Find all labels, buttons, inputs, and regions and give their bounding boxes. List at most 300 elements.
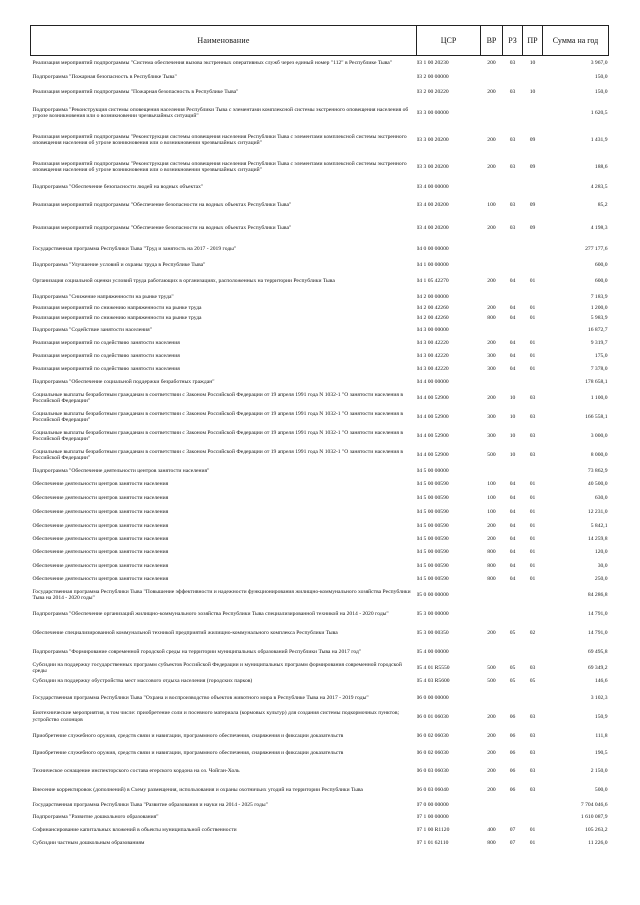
cell-pr <box>523 71 543 85</box>
cell-sum: 1 100,0 <box>590 394 608 401</box>
cell-name: Приобретение служебного оружия, средств связи и навигации, программного обеспечения, снаряжения и фиксации доказательств <box>32 750 344 757</box>
cell-pr: 01 <box>529 549 536 556</box>
cell-name: Подпрограмма "Обеспечение социальной поддержки безработных граждан" <box>32 378 215 385</box>
cell-sum: 12 231,0 <box>587 509 608 516</box>
cell-pr: 05 <box>529 678 536 685</box>
cell-vr: 400 <box>487 826 496 833</box>
cell-sum: 1 200,0 <box>590 305 608 312</box>
cell-name: Обеспечение деятельности центров занятости населения <box>32 535 169 542</box>
table-row <box>31 726 609 745</box>
cell-rz: 03 <box>509 88 516 95</box>
cell-rz: 05 <box>509 664 516 671</box>
cell-vr <box>481 100 503 127</box>
cell-sum: 150,0 <box>594 74 608 81</box>
cell-pr: 03 <box>529 713 536 720</box>
cell-sum: 8 000,0 <box>590 451 608 458</box>
cell-rz <box>503 259 523 272</box>
cell-name: Реализация мероприятий подпрограммы "Система обеспечения вызова экстренных оперативных служб через единый номер "112" в Республике Тыва" <box>32 60 393 67</box>
budget-document <box>30 25 608 850</box>
table-row <box>31 605 609 624</box>
cell-csr: 03 4 00 20200 <box>416 201 449 208</box>
cell-csr: 04 5 00 00590 <box>416 509 449 516</box>
cell-sum: 111,8 <box>595 732 608 739</box>
cell-rz: 04 <box>509 352 516 359</box>
cell-sum: 188,6 <box>594 163 608 170</box>
cell-csr: 04 3 00 42220 <box>416 352 449 359</box>
cell-rz: 07 <box>509 826 516 833</box>
cell-rz: 03 <box>509 136 516 143</box>
cell-csr: 04 4 00 52900 <box>416 432 449 439</box>
table-row <box>31 624 609 643</box>
cell-name: Подпрограмма "Улучшение условий и охраны труда в Республике Тыва" <box>32 261 206 268</box>
cell-vr: 800 <box>487 549 496 556</box>
cell-pr <box>523 291 543 304</box>
cell-vr <box>481 465 503 478</box>
cell-name: Субсидии частным дошкольным образованиям <box>32 840 145 847</box>
cell-rz <box>503 181 523 194</box>
cell-pr <box>523 810 543 823</box>
cell-rz: 03 <box>509 60 516 67</box>
table-row <box>31 56 609 71</box>
cell-csr: 04 5 00 00590 <box>416 495 449 502</box>
cell-name: Подпрограмма "Содействие занятости населения" <box>32 326 153 333</box>
cell-name: Социальные выплаты безработным гражданам в соответствии с Законом Российской Федерации от 19 апреля 1991 года N 1032-1 "О занятости населения в Российской Федерации" <box>32 429 403 442</box>
cell-vr <box>481 259 503 272</box>
cell-pr <box>523 324 543 337</box>
cell-pr: 01 <box>529 277 536 284</box>
cell-name: Реализация мероприятий подпрограммы "Реконструкция системы оповещения населения Республики Тыва с элементами комплексной системы экстренного оповещения населения об угрозе возникновения или о возникновении чрезвычайных ситуаций" <box>32 160 407 173</box>
cell-sum: 150,0 <box>594 88 608 95</box>
cell-vr: 800 <box>487 315 496 322</box>
table-row <box>31 506 609 520</box>
cell-pr: 03 <box>529 432 536 439</box>
table-row <box>31 71 609 85</box>
cell-name: Внесение корректировок (дополнений) в Схему размещения, использования и охраны охотничьих угодий на территории Республики Тыва <box>32 787 363 794</box>
cell-rz: 04 <box>509 481 516 488</box>
cell-csr: 03 3 00 20200 <box>416 163 449 170</box>
cell-sum: 73 862,9 <box>587 467 608 474</box>
cell-pr <box>523 643 543 662</box>
cell-name: Государственная программа Республики Тыва "Развитие образования и науки на 2014 - 2025 годы" <box>32 802 268 809</box>
cell-vr: 800 <box>487 840 496 847</box>
cell-csr: 03 3 00 20200 <box>416 136 449 143</box>
cell-csr: 04 1 00 00000 <box>416 261 449 268</box>
cell-name: Реализация мероприятий подпрограммы "Пожарная безопасность в Республике Тыва" <box>32 88 239 95</box>
cell-pr: 03 <box>529 413 536 420</box>
cell-name: Реализация мероприятий подпрограммы "Обеспечение безопасности на водных объектах Республики Тыва" <box>32 224 292 231</box>
table-row <box>31 465 609 478</box>
cell-rz: 06 <box>509 732 516 739</box>
cell-sum: 5 842,1 <box>590 522 608 529</box>
cell-rz: 03 <box>509 201 516 208</box>
cell-vr: 300 <box>487 432 496 439</box>
cell-rz: 10 <box>509 394 516 401</box>
cell-csr: 04 2 00 42260 <box>416 305 449 312</box>
cell-vr: 200 <box>487 394 496 401</box>
cell-csr: 04 5 00 00590 <box>416 481 449 488</box>
cell-csr: 04 5 00 00590 <box>416 575 449 582</box>
cell-sum: 14 259,8 <box>587 535 608 542</box>
cell-sum: 150,9 <box>594 713 608 720</box>
cell-sum: 1 610 087,9 <box>580 813 608 820</box>
cell-sum: 85,2 <box>597 201 608 208</box>
cell-vr: 200 <box>487 767 496 774</box>
cell-rz: 06 <box>509 750 516 757</box>
cell-name: Подпрограмма "Развитие дошкольного образования" <box>32 813 159 820</box>
cell-sum: 190,5 <box>594 750 608 757</box>
cell-vr: 200 <box>487 136 496 143</box>
cell-rz <box>503 810 523 823</box>
cell-vr: 200 <box>487 163 496 170</box>
cell-csr: 07 0 00 00000 <box>416 802 449 809</box>
cell-name: Государственная программа Республики Тыва "Труд и занятость на 2017 - 2019 годы" <box>32 245 237 252</box>
cell-pr: 01 <box>529 315 536 322</box>
cell-rz: 04 <box>509 305 516 312</box>
cell-name: Реализация мероприятий по содействию занятости населения <box>32 352 180 359</box>
cell-vr: 500 <box>487 678 496 685</box>
cell-pr <box>523 240 543 259</box>
cell-vr: 200 <box>487 339 496 346</box>
cell-sum: 600,0 <box>594 261 608 268</box>
cell-name: Биотехнические мероприятия, в том числе: приобретение соли и посевного материала (кормовых культур) для создания системы подкормочных пунктов; устройство солонцов <box>32 710 400 723</box>
cell-csr: 05 4 03 R5600 <box>416 678 450 685</box>
cell-csr: 06 0 03 06030 <box>416 767 449 774</box>
table-row <box>31 376 609 389</box>
cell-rz <box>503 324 523 337</box>
cell-name: Реализация мероприятий по содействию занятости населения <box>32 339 180 346</box>
cell-csr: 04 2 00 00000 <box>416 293 449 300</box>
cell-pr: 02 <box>529 629 536 636</box>
cell-name: Реализация мероприятий подпрограммы "Обеспечение безопасности на водных объектах Республики Тыва" <box>32 201 292 208</box>
cell-csr: 05 4 01 R5550 <box>416 664 450 671</box>
cell-name: Обеспечение деятельности центров занятости населения <box>32 575 169 582</box>
table-row <box>31 573 609 586</box>
table-row <box>31 586 609 605</box>
cell-name: Обеспечение деятельности центров занятости населения <box>32 481 169 488</box>
table-row <box>31 662 609 675</box>
cell-rz <box>503 688 523 707</box>
header-name: Наименование <box>31 26 417 56</box>
cell-pr: 01 <box>529 339 536 346</box>
cell-rz: 04 <box>509 535 516 542</box>
cell-rz: 06 <box>509 787 516 794</box>
table-row <box>31 492 609 506</box>
cell-sum: 1 431,9 <box>590 136 608 143</box>
cell-csr: 04 5 00 00590 <box>416 562 449 569</box>
cell-csr: 04 4 00 52900 <box>416 451 449 458</box>
cell-sum: 69 349,2 <box>587 664 608 671</box>
cell-name: Техническое оснащение инспекторского состава егерского кордона на оз. Чойган-Холь <box>32 767 240 774</box>
budget-table <box>30 25 609 850</box>
table-header-row <box>31 26 609 56</box>
cell-pr <box>523 259 543 272</box>
cell-name: Подпрограмма "Обеспечение деятельности центров занятости населения" <box>32 467 210 474</box>
cell-pr: 09 <box>529 224 536 231</box>
table-row <box>31 314 609 324</box>
header-csr: ЦСР <box>417 26 481 56</box>
cell-sum: 166 558,1 <box>585 413 608 420</box>
cell-pr: 01 <box>529 305 536 312</box>
table-row <box>31 836 609 850</box>
cell-vr: 200 <box>487 787 496 794</box>
cell-pr <box>523 376 543 389</box>
cell-pr: 01 <box>529 535 536 542</box>
cell-name: Реализация мероприятий по снижению напряженности на рынке труда <box>32 315 202 322</box>
cell-rz: 03 <box>509 163 516 170</box>
cell-rz: 04 <box>509 495 516 502</box>
cell-rz <box>503 605 523 624</box>
cell-sum: 2 150,0 <box>590 767 608 774</box>
cell-rz <box>503 291 523 304</box>
cell-csr: 05 0 00 00000 <box>416 591 449 598</box>
table-row <box>31 217 609 240</box>
table-row <box>31 560 609 573</box>
cell-vr: 100 <box>487 481 496 488</box>
cell-csr: 05 4 00 00000 <box>416 648 449 655</box>
cell-vr: 200 <box>487 750 496 757</box>
cell-pr: 01 <box>529 509 536 516</box>
cell-csr: 06 0 00 00000 <box>416 694 449 701</box>
cell-pr <box>523 465 543 478</box>
cell-vr: 200 <box>487 305 496 312</box>
table-row <box>31 363 609 376</box>
cell-name: Организация социальной оценки условий труда работающих в организациях, расположенных на территории Республики Тыва <box>32 277 335 284</box>
cell-rz <box>503 240 523 259</box>
cell-sum: 120,0 <box>594 549 608 556</box>
cell-csr: 03 4 00 20200 <box>416 224 449 231</box>
cell-pr: 03 <box>529 750 536 757</box>
cell-rz: 04 <box>509 562 516 569</box>
cell-pr: 03 <box>529 787 536 794</box>
cell-csr: 06 0 02 06030 <box>416 732 449 739</box>
table-row <box>31 100 609 127</box>
cell-name: Подпрограмма "Реконструкция системы оповещения населения Республики Тыва с элементами комплексной системы экстренного оповещения населения об угрозе возникновения или о возникновении чрезвычайных ситуаций" <box>32 106 409 119</box>
cell-vr <box>481 291 503 304</box>
cell-rz: 06 <box>509 713 516 720</box>
table-row <box>31 533 609 546</box>
cell-csr: 04 0 00 00000 <box>416 245 449 252</box>
cell-rz: 03 <box>509 224 516 231</box>
cell-sum: 600,0 <box>594 277 608 284</box>
cell-csr: 04 4 00 52900 <box>416 413 449 420</box>
cell-sum: 69 495,8 <box>587 648 608 655</box>
cell-rz <box>503 586 523 605</box>
cell-rz: 04 <box>509 315 516 322</box>
cell-sum: 84 286,8 <box>587 591 608 598</box>
cell-sum: 178 658,1 <box>585 378 608 385</box>
cell-sum: 500,0 <box>594 787 608 794</box>
cell-vr: 300 <box>487 352 496 359</box>
cell-pr <box>523 800 543 810</box>
cell-vr: 500 <box>487 664 496 671</box>
cell-pr: 01 <box>529 522 536 529</box>
table-row <box>31 304 609 314</box>
cell-rz <box>503 465 523 478</box>
cell-sum: 250,0 <box>594 575 608 582</box>
table-row <box>31 259 609 272</box>
table-row <box>31 337 609 350</box>
table-row <box>31 800 609 810</box>
table-row <box>31 707 609 726</box>
cell-sum: 14 791,0 <box>587 629 608 636</box>
cell-csr: 06 0 01 06030 <box>416 713 449 720</box>
cell-rz: 04 <box>509 575 516 582</box>
cell-sum: 175,0 <box>594 352 608 359</box>
cell-sum: 1 620,5 <box>590 109 608 116</box>
table-row <box>31 408 609 427</box>
cell-pr: 01 <box>529 575 536 582</box>
table-row <box>31 674 609 688</box>
cell-sum: 11 226,0 <box>588 840 608 847</box>
table-row <box>31 520 609 533</box>
table-row <box>31 389 609 408</box>
cell-name: Подпрограмма "Обеспечение безопасности людей на водных объектах" <box>32 183 204 190</box>
cell-csr: 03 2 00 20220 <box>416 88 449 95</box>
cell-pr: 01 <box>529 826 536 833</box>
cell-pr: 03 <box>529 767 536 774</box>
cell-rz: 05 <box>509 629 516 636</box>
cell-rz: 04 <box>509 277 516 284</box>
table-row <box>31 181 609 194</box>
cell-vr <box>481 181 503 194</box>
header-pr: ПР <box>523 26 543 56</box>
table-row <box>31 324 609 337</box>
cell-pr: 01 <box>529 481 536 488</box>
cell-sum: 30,0 <box>597 562 608 569</box>
table-row <box>31 291 609 304</box>
cell-csr: 04 3 00 42220 <box>416 365 449 372</box>
table-row <box>31 154 609 181</box>
cell-name: Государственная программа Республики Тыва "Охрана и воспроизводство объектов животного мира в Республике Тыва на 2017 - 2019 годы" <box>32 694 369 701</box>
cell-name: Реализация мероприятий подпрограммы "Реконструкция системы оповещения населения Республики Тыва с элементами комплексной системы экстренного оповещения населения об угрозе возникновения или о возникновении чрезвычайных ситуаций" <box>32 133 407 146</box>
cell-csr: 05 3 00 00350 <box>416 629 449 636</box>
table-row <box>31 780 609 800</box>
cell-name: Софинансирование капитальных вложений в объекты муниципальной собственности <box>32 826 237 833</box>
cell-rz: 07 <box>509 840 516 847</box>
cell-csr: 04 5 00 00590 <box>416 535 449 542</box>
cell-pr <box>523 100 543 127</box>
cell-csr: 04 4 00 00000 <box>416 378 449 385</box>
cell-name: Обеспечение деятельности центров занятости населения <box>32 495 169 502</box>
cell-pr <box>523 181 543 194</box>
cell-rz: 04 <box>509 365 516 372</box>
cell-vr <box>481 800 503 810</box>
header-vr: ВР <box>481 26 503 56</box>
cell-vr: 200 <box>487 522 496 529</box>
cell-name: Реализация мероприятий по содействию занятости населения <box>32 365 180 372</box>
cell-csr: 04 5 00 00590 <box>416 522 449 529</box>
cell-rz <box>503 100 523 127</box>
cell-rz: 04 <box>509 509 516 516</box>
cell-pr: 03 <box>529 732 536 739</box>
cell-pr: 10 <box>529 60 536 67</box>
cell-name: Государственная программа Республики Тыва "Повышение эффективности и надежности функционирования жилищно-коммунального хозяйства Республики Тыва на 2014 - 2020 годы" <box>32 588 411 601</box>
cell-csr: 04 5 00 00590 <box>416 549 449 556</box>
cell-name: Подпрограмма "Снижение напряженности на рынке труда" <box>32 293 174 300</box>
cell-vr <box>481 643 503 662</box>
cell-csr: 07 1 00 00000 <box>416 813 449 820</box>
table-row <box>31 745 609 761</box>
cell-pr <box>523 586 543 605</box>
cell-name: Обеспечение деятельности центров занятости населения <box>32 509 169 516</box>
cell-vr: 200 <box>487 713 496 720</box>
cell-csr: 04 5 00 00000 <box>416 467 449 474</box>
cell-sum: 7 378,0 <box>590 365 608 372</box>
cell-csr: 03 3 00 00000 <box>416 109 449 116</box>
cell-rz: 04 <box>509 522 516 529</box>
cell-csr: 06 0 03 06040 <box>416 787 449 794</box>
cell-pr <box>523 605 543 624</box>
table-row <box>31 761 609 780</box>
cell-pr <box>523 688 543 707</box>
cell-vr: 200 <box>487 277 496 284</box>
cell-sum: 105 263,2 <box>585 826 608 833</box>
cell-pr: 03 <box>529 451 536 458</box>
table-row <box>31 350 609 363</box>
cell-name: Обеспечение деятельности центров занятости населения <box>32 562 169 569</box>
cell-sum: 16 872,7 <box>587 326 608 333</box>
cell-vr <box>481 688 503 707</box>
cell-vr: 800 <box>487 575 496 582</box>
cell-csr: 03 1 00 20230 <box>416 60 449 67</box>
cell-pr: 01 <box>529 365 536 372</box>
cell-sum: 630,0 <box>594 495 608 502</box>
cell-name: Обеспечение деятельности центров занятости населения <box>32 549 169 556</box>
cell-vr: 200 <box>487 732 496 739</box>
cell-sum: 7 183,9 <box>590 293 608 300</box>
table-row <box>31 127 609 154</box>
cell-csr: 07 1 00 R1120 <box>416 826 450 833</box>
cell-vr <box>481 71 503 85</box>
cell-sum: 40 500,0 <box>587 481 608 488</box>
cell-vr <box>481 810 503 823</box>
table-row <box>31 194 609 217</box>
cell-rz: 06 <box>509 767 516 774</box>
header-sum: Сумма на год <box>543 26 609 56</box>
table-row <box>31 546 609 560</box>
cell-pr: 10 <box>529 88 536 95</box>
cell-rz: 04 <box>509 549 516 556</box>
cell-vr: 300 <box>487 413 496 420</box>
cell-vr <box>481 586 503 605</box>
cell-sum: 4 283,5 <box>590 183 608 190</box>
cell-name: Подпрограмма "Пожарная безопасность в Республике Тыва" <box>32 74 177 81</box>
cell-name: Подпрограмма "Обеспечение организаций жилищно-коммунального хозяйства Республики Тыва специализированной техникой на 2014 - 2020 годы" <box>32 610 389 617</box>
cell-csr: 07 1 01 62110 <box>416 840 449 847</box>
cell-sum: 3 102,3 <box>590 694 608 701</box>
cell-sum: 7 704 046,6 <box>580 802 608 809</box>
cell-pr: 09 <box>529 136 536 143</box>
cell-vr: 200 <box>487 88 496 95</box>
cell-rz: 10 <box>509 451 516 458</box>
cell-pr: 01 <box>529 495 536 502</box>
table-row <box>31 478 609 492</box>
table-row <box>31 810 609 823</box>
cell-pr: 01 <box>529 840 536 847</box>
cell-vr <box>481 605 503 624</box>
cell-csr: 05 3 00 00000 <box>416 610 449 617</box>
cell-name: Подпрограмма "Формирование современной городской среды на территории муниципальных образований Республики Тыва на 2017 год" <box>32 648 362 655</box>
cell-vr <box>481 376 503 389</box>
table-row <box>31 427 609 446</box>
cell-csr: 06 0 02 06030 <box>416 750 449 757</box>
cell-vr: 200 <box>487 629 496 636</box>
cell-rz: 10 <box>509 432 516 439</box>
cell-rz: 10 <box>509 413 516 420</box>
cell-csr: 03 4 00 00000 <box>416 183 449 190</box>
cell-vr: 100 <box>487 509 496 516</box>
cell-rz <box>503 643 523 662</box>
